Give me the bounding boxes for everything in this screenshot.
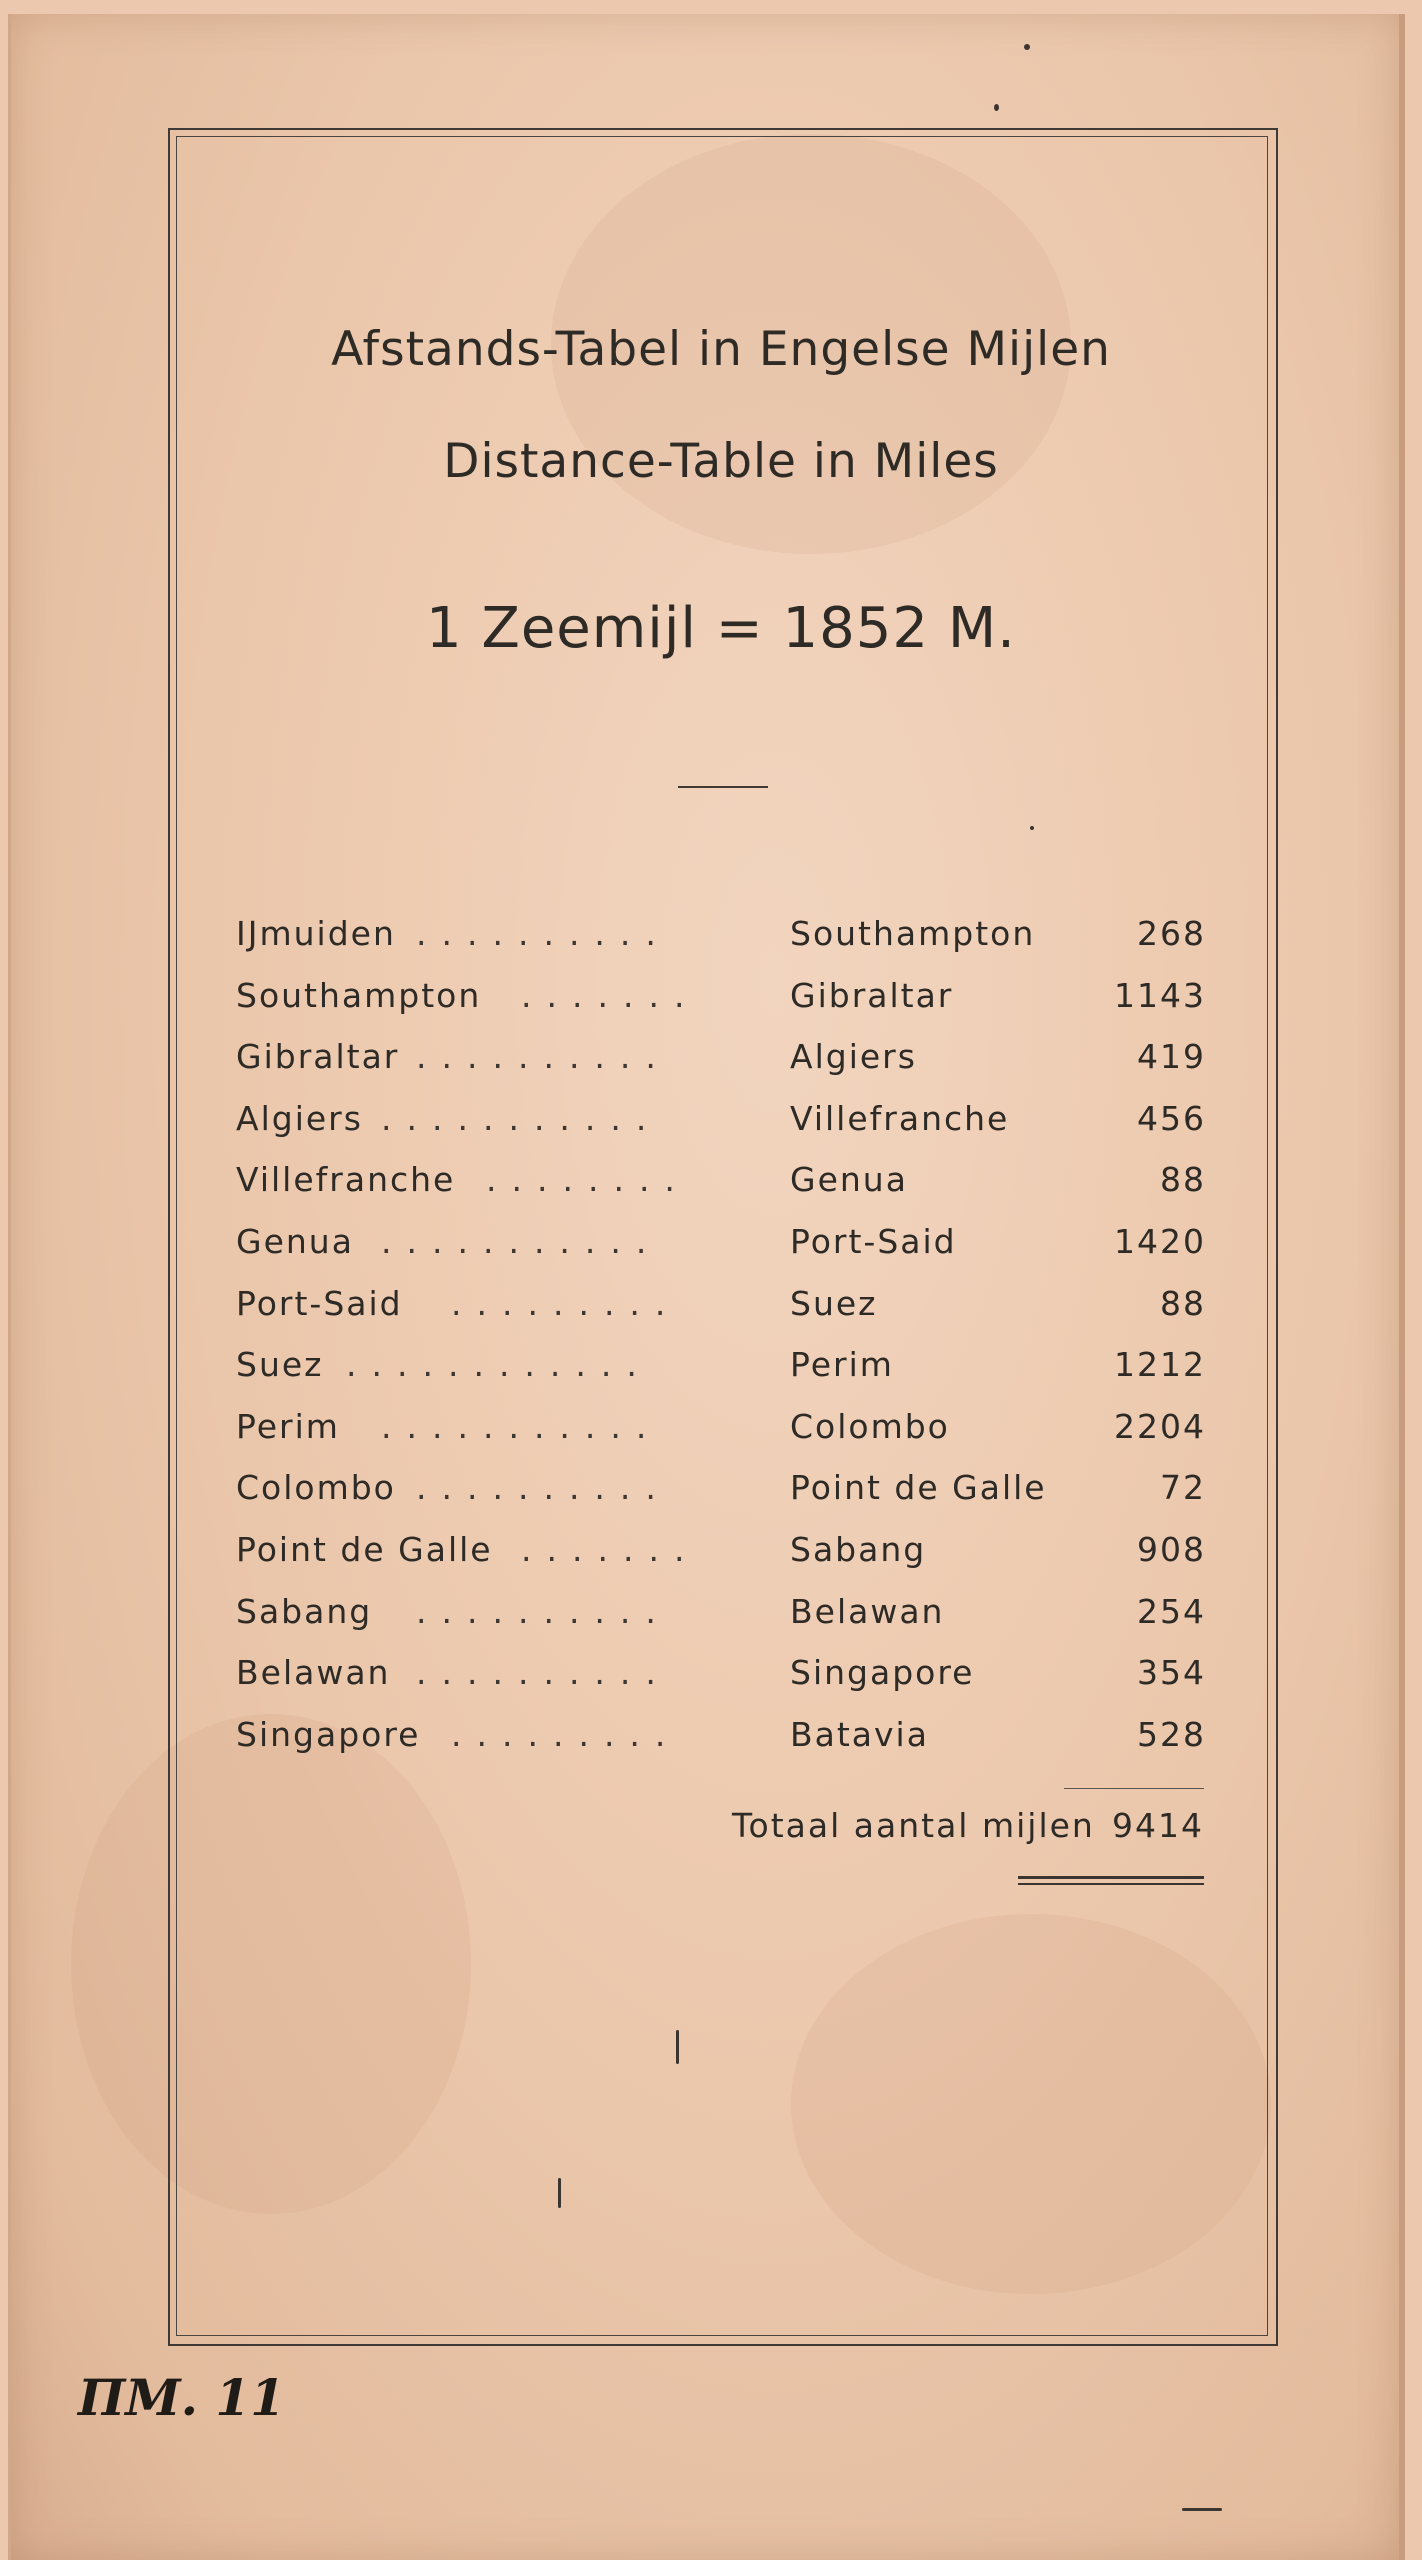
- total-value: 9414: [1112, 1806, 1204, 1845]
- route-distance: 1420: [1114, 1221, 1206, 1261]
- table-row: [236, 1653, 1206, 1715]
- route-destination: Port-Said: [790, 1221, 957, 1261]
- route-distance: 268: [1137, 914, 1206, 953]
- table-row: [236, 1037, 1206, 1099]
- route-distance: 72: [1160, 1468, 1206, 1508]
- route-destination: Genua: [790, 1160, 908, 1200]
- leader-dots: ...........: [381, 1098, 662, 1138]
- route-distance: 88: [1160, 1160, 1206, 1200]
- leader-dots: .......: [521, 1529, 700, 1569]
- route-distance: 419: [1137, 1037, 1206, 1077]
- table-row: [236, 1345, 1206, 1407]
- table-row: [236, 1407, 1206, 1469]
- leader-dots: ..........: [416, 914, 671, 953]
- table-row: [236, 1222, 1206, 1284]
- route-origin: Port-Said: [236, 1283, 403, 1323]
- route-destination: Belawan: [790, 1591, 945, 1631]
- leader-dots: ..........: [416, 1653, 671, 1693]
- route-destination: Southampton: [790, 914, 1036, 953]
- route-origin: Gibraltar: [236, 1037, 400, 1077]
- route-distance: 254: [1137, 1591, 1206, 1631]
- route-origin: Perim: [236, 1406, 340, 1446]
- route-distance: 1143: [1114, 975, 1206, 1015]
- route-destination: Perim: [790, 1345, 894, 1385]
- ink-speck: [994, 104, 999, 111]
- ink-speck: [1024, 44, 1030, 50]
- route-destination: Point de Galle: [790, 1468, 1047, 1508]
- table-row: [236, 976, 1206, 1038]
- route-origin: Villefranche: [236, 1160, 456, 1200]
- route-origin: Singapore: [236, 1714, 421, 1754]
- table-row: [236, 1468, 1206, 1530]
- table-row: [236, 1284, 1206, 1346]
- route-origin: Belawan: [236, 1653, 391, 1693]
- leader-dots: .........: [451, 1283, 681, 1323]
- route-origin: IJmuiden: [236, 914, 396, 953]
- leader-dots: ...........: [381, 1406, 662, 1446]
- route-destination: Algiers: [790, 1037, 917, 1077]
- route-origin: Sabang: [236, 1591, 373, 1631]
- leader-dots: ........: [486, 1160, 690, 1200]
- ink-mark: [676, 2030, 679, 2064]
- route-destination: Villefranche: [790, 1098, 1010, 1138]
- handwritten-note: ПМ. 11: [78, 2368, 285, 2427]
- total-double-rule: [1018, 1876, 1204, 1885]
- route-destination: Colombo: [790, 1406, 950, 1446]
- table-row: [236, 1099, 1206, 1161]
- ink-mark: [558, 2178, 561, 2208]
- leader-dots: ..........: [416, 1591, 671, 1631]
- leader-dots: ..........: [416, 1037, 671, 1077]
- leader-dots: ............: [346, 1345, 652, 1385]
- ink-speck: [1030, 826, 1034, 830]
- route-origin: Suez: [236, 1345, 324, 1385]
- divider-rule: [678, 786, 768, 788]
- route-distance: 1212: [1114, 1345, 1206, 1385]
- total-label: Totaal aantal mijlen: [732, 1806, 1095, 1845]
- route-origin: Point de Galle: [236, 1529, 493, 1569]
- route-origin: Genua: [236, 1221, 354, 1261]
- route-distance: 528: [1137, 1714, 1206, 1754]
- route-origin: Colombo: [236, 1468, 396, 1508]
- table-row: [236, 914, 1206, 976]
- route-origin: Southampton: [236, 975, 482, 1015]
- route-distance: 456: [1137, 1098, 1206, 1138]
- route-distance: 908: [1137, 1529, 1206, 1569]
- distance-table: [236, 914, 1206, 1776]
- title-english: Distance-Table in Miles: [443, 434, 999, 489]
- sum-line: [1064, 1788, 1204, 1789]
- table-row: [236, 1530, 1206, 1592]
- leader-dots: .........: [451, 1714, 681, 1754]
- route-destination: Singapore: [790, 1653, 975, 1693]
- route-destination: Batavia: [790, 1714, 929, 1754]
- leader-dots: .......: [521, 975, 700, 1015]
- table-row: [236, 1715, 1206, 1777]
- leader-dots: ...........: [381, 1221, 662, 1261]
- route-distance: 88: [1160, 1283, 1206, 1323]
- ink-mark: [1182, 2508, 1222, 2511]
- route-destination: Gibraltar: [790, 975, 954, 1015]
- route-distance: 2204: [1114, 1406, 1206, 1446]
- table-row: [236, 1160, 1206, 1222]
- leader-dots: ..........: [416, 1468, 671, 1508]
- conversion-note: 1 Zeemijl = 1852 M.: [426, 596, 1016, 661]
- route-distance: 354: [1137, 1653, 1206, 1693]
- title-dutch: Afstands-Tabel in Engelse Mijlen: [331, 322, 1111, 377]
- table-row: [236, 1592, 1206, 1654]
- route-destination: Suez: [790, 1283, 878, 1323]
- route-destination: Sabang: [790, 1529, 927, 1569]
- route-origin: Algiers: [236, 1098, 363, 1138]
